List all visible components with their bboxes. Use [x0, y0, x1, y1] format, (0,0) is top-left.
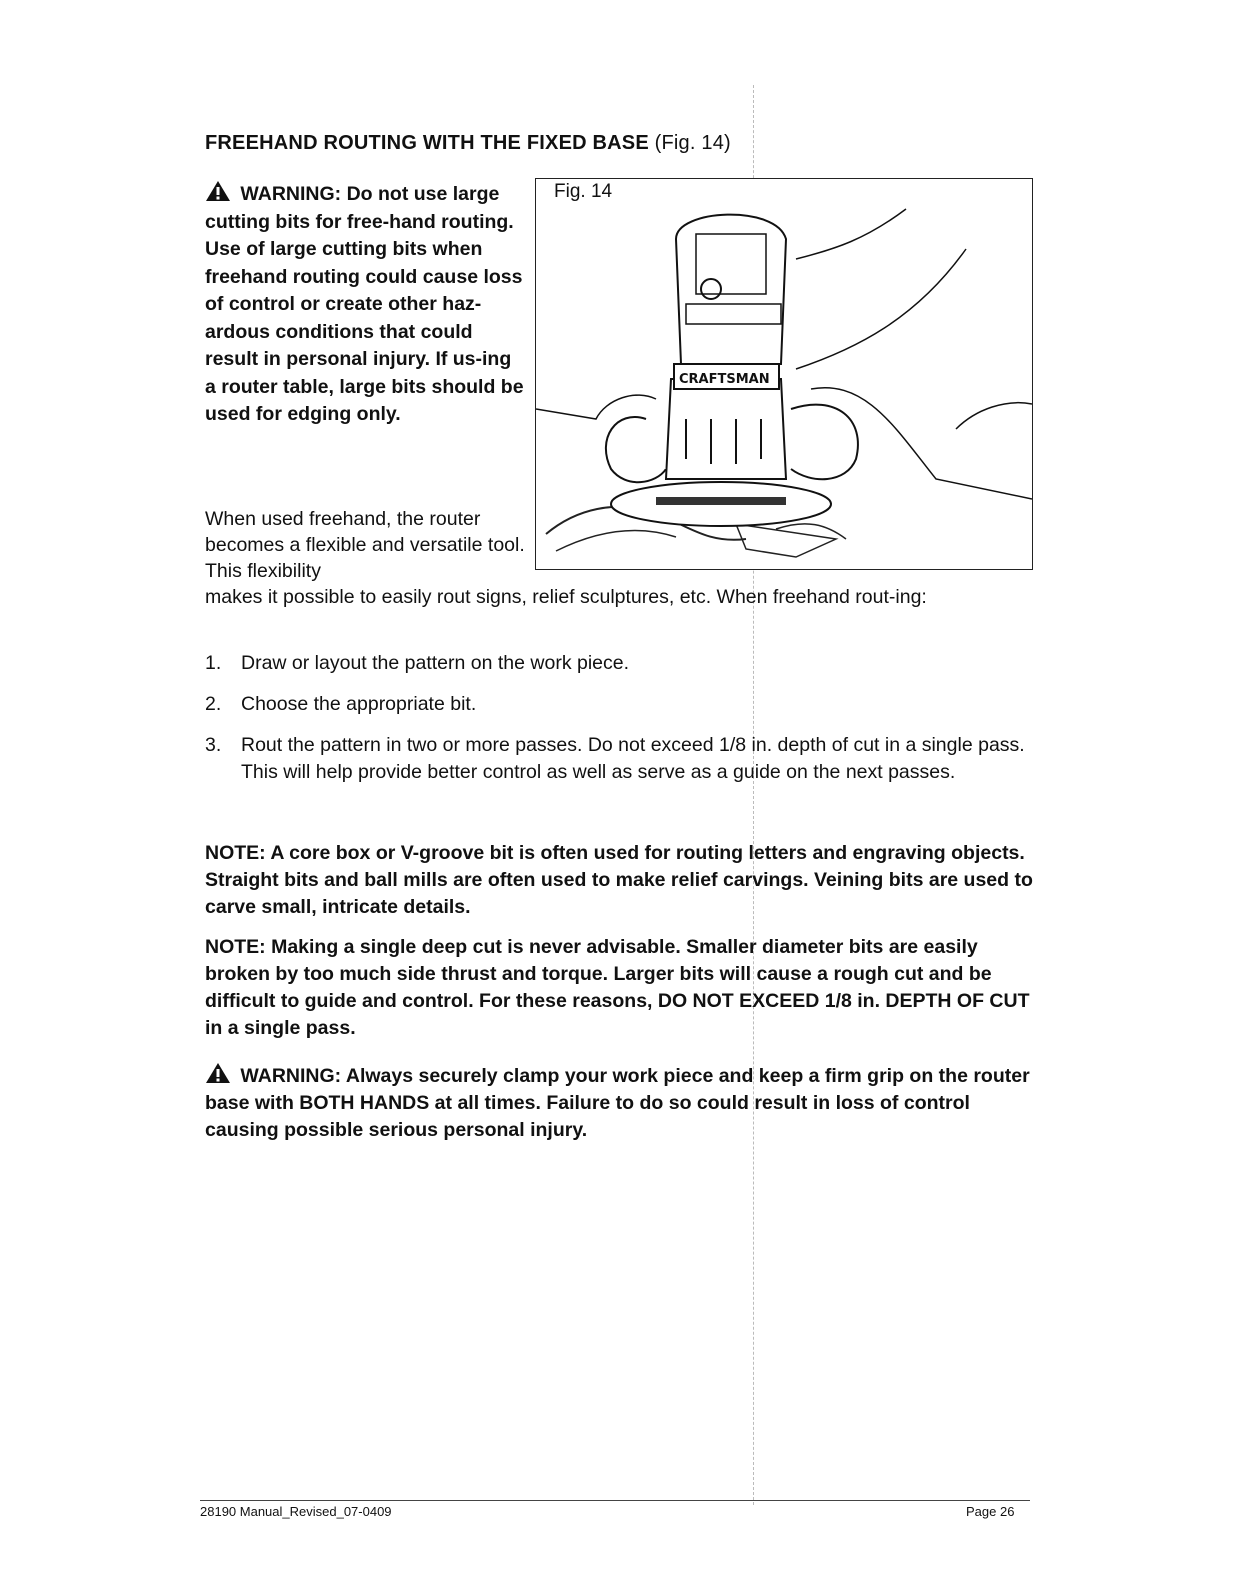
heading-text: FREEHAND ROUTING WITH THE FIXED BASE: [205, 132, 649, 154]
step-number: 3.: [205, 734, 222, 756]
warning-block-2: [205, 1062, 1035, 1144]
warning-label: WARNING:: [240, 1065, 342, 1087]
step-text: Rout the pattern in two or more passes. Do not exceed 1/8 in. depth of cut in a single pass. This will help provide better control as well as serve as a guide on the next passes.: [241, 734, 1025, 783]
heading-figure-ref: (Fig. 14): [654, 132, 731, 154]
note-1: NOTE: A core box or V-groove bit is often used for routing letters and engraving objects. Straight bits and ball mills are often used to make relief carvings. Veining bits are used to carve small, intricate details.: [205, 842, 1033, 918]
section-heading: [205, 132, 731, 155]
router-illustration: [536, 179, 1032, 569]
brand-label: CRAFTSMAN: [679, 372, 770, 387]
figure-label: Fig. 14: [554, 181, 613, 202]
warning-block-1: [205, 180, 525, 429]
steps-list: [205, 650, 1035, 800]
step-number: 1.: [205, 652, 222, 674]
step-text: Draw or layout the pattern on the work piece.: [241, 652, 630, 674]
warning-label: WARNING:: [240, 183, 342, 205]
step-item: [205, 691, 1035, 718]
step-item: [205, 650, 1035, 677]
warning-triangle-icon: [205, 1062, 231, 1084]
warning-text: Always securely clamp your work piece and keep a firm grip on the router base with BOTH HANDS at all times. Failure to do so could result in loss of control causing possible serious personal injury.: [205, 1065, 1030, 1141]
step-item: [205, 732, 1035, 786]
footer-divider: [200, 1500, 1030, 1501]
note-2: NOTE: Making a single deep cut is never advisable. Smaller diameter bits are easily broken by too much side thrust and torque. Larger bits will cause a rough cut and be difficult to guide and control. For these reasons, DO NOT EXCEED 1/8 in. DEPTH OF CUT in a single pass.: [205, 936, 1030, 1039]
footer-document-id: 28190 Manual_Revised_07-0409: [200, 1504, 392, 1519]
step-number: 2.: [205, 693, 222, 715]
intro-paragraph-part1: When used freehand, the router becomes a flexible and versatile tool. This flexibility: [205, 508, 525, 582]
figure-14: [535, 178, 1033, 570]
step-text: Choose the appropriate bit.: [241, 693, 477, 715]
intro-paragraph-part2: makes it possible to easily rout signs, relief sculptures, etc. When freehand rout-ing:: [205, 586, 927, 608]
warning-triangle-icon: [205, 180, 231, 202]
warning-text: Do not use large cutting bits for free-hand routing. Use of large cutting bits when freehand routing could cause loss of control or create other haz-ardous conditions that could result in personal injury. If us-ing a router table, large bits should be used for edging only.: [205, 183, 524, 425]
footer-page-number: Page 26: [966, 1504, 1015, 1519]
